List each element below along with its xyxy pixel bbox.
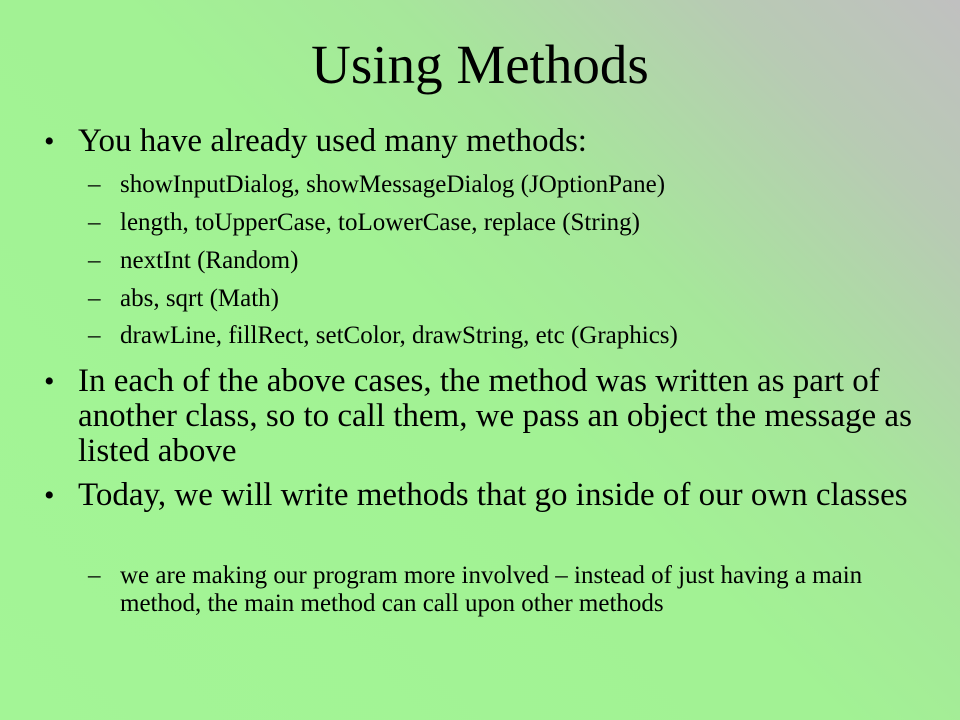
- sub-bullet-1-3-text: nextInt (Random): [120, 247, 299, 274]
- sub-bullet-1-4: [88, 285, 898, 313]
- sub-bullet-dash: –: [88, 247, 101, 274]
- sub-bullet-1-1: [88, 171, 898, 199]
- sub-bullet-1-5: [88, 322, 898, 350]
- sub-bullet-1-4-text: abs, sqrt (Math): [120, 285, 279, 312]
- sub-bullet-dash: –: [88, 322, 101, 349]
- slide-title: Using Methods: [311, 34, 649, 95]
- bullet-1: [44, 124, 924, 159]
- sub-bullet-1-2-text: length, toUpperCase, toLowerCase, replace (String): [120, 209, 640, 236]
- bullet-dot: •: [44, 365, 55, 398]
- sub-bullet-1-2: [88, 209, 898, 237]
- bullet-dot: •: [44, 479, 55, 512]
- sub-bullet-3-1-text: we are making our program more involved – instead of just having a main method, the main method can call upon other methods: [120, 562, 863, 617]
- bullet-3-text: Today, we will write methods that go inside of our own classes: [78, 477, 908, 513]
- bullet-dot: •: [44, 125, 55, 158]
- bullet-3: [44, 478, 924, 513]
- bullet-2: [44, 364, 924, 469]
- bullet-2-text: In each of the above cases, the method was written as part of another class, so to call them, we pass an object the message as listed above: [78, 363, 912, 469]
- sub-bullet-dash: –: [88, 562, 101, 589]
- sub-bullet-dash: –: [88, 171, 101, 198]
- sub-bullet-1-5-text: drawLine, fillRect, setColor, drawString, etc (Graphics): [120, 322, 678, 349]
- sub-bullet-dash: –: [88, 209, 101, 236]
- sub-bullet-3-1: [88, 562, 898, 618]
- bullet-1-text: You have already used many methods:: [78, 123, 587, 159]
- sub-bullet-dash: –: [88, 285, 101, 312]
- sub-bullet-1-3: [88, 247, 898, 275]
- sub-bullet-1-1-text: showInputDialog, showMessageDialog (JOptionPane): [120, 171, 666, 198]
